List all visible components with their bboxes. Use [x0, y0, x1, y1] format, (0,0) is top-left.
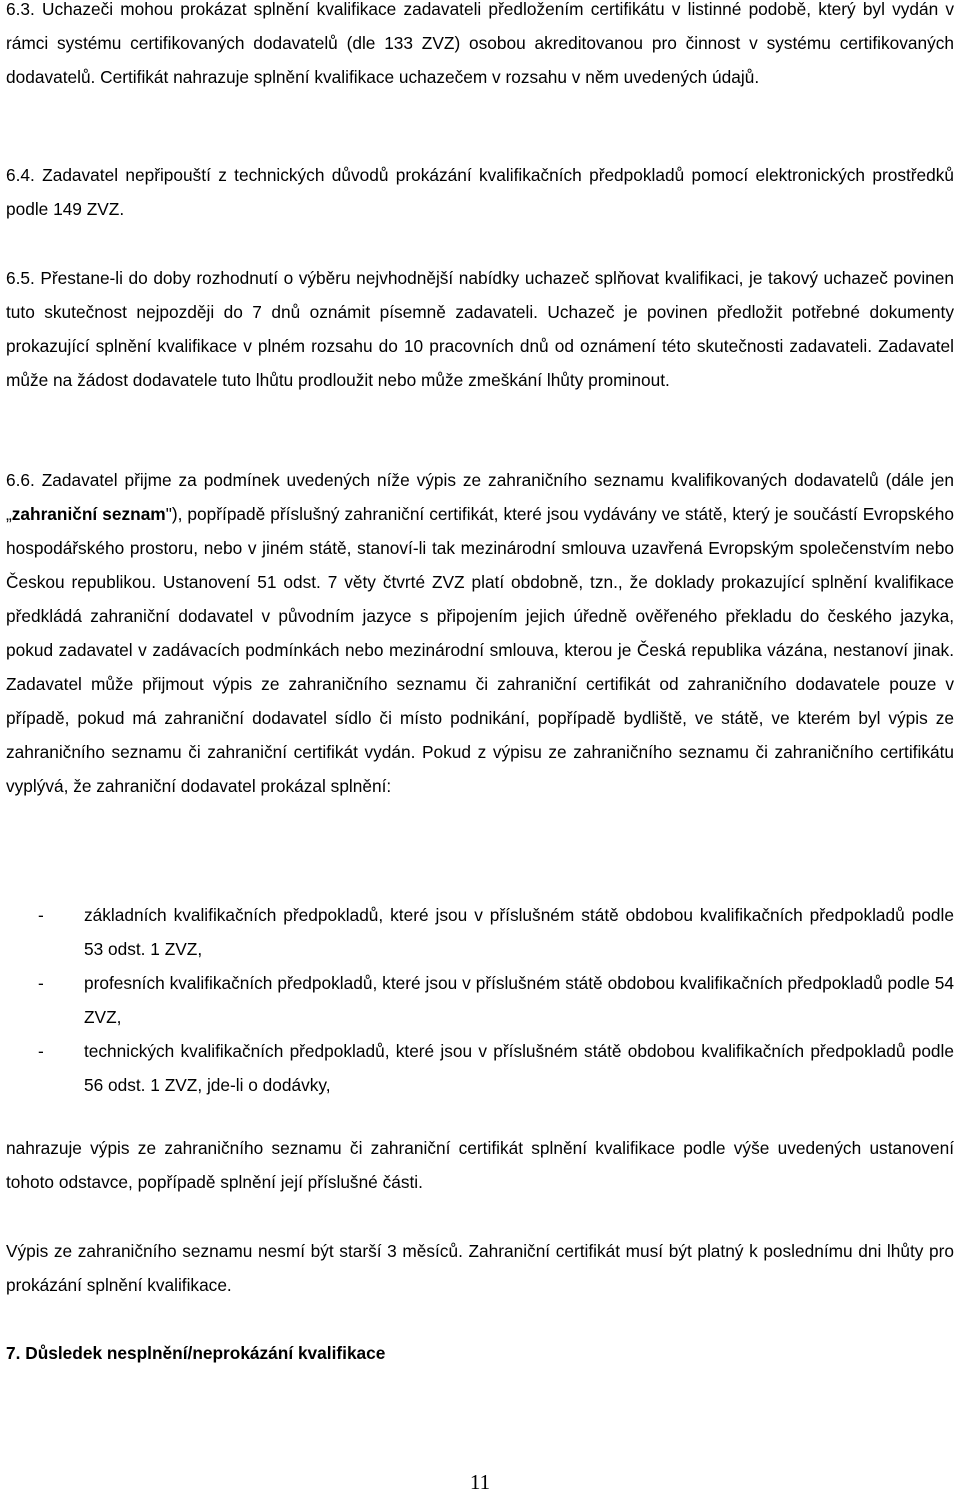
paragraph-6-6-text-b: "), popřípadě příslušný zahraniční certifikát, které jsou vydávány ve státě, který je součástí Evropského hospodářského prostoru, nebo v jiném státě, stanoví-li tak mezinárodní smlouva uzavřená Evropským společenstvím nebo Českou republikou. Ustanovení 51 odst. 7 věty čtvrté ZVZ platí obdobně, tzn., že doklady prokazující splnění kvalifikace předkládá zahraniční dodavatel v původním jazyce s připojením jejich úředně ověřeného překladu do českého jazyka, pokud zadavatel v zadávacích podmínkách nebo mezinárodní smlouva, kterou je Česká republika vázána, nestanoví jinak. Zadavatel může přijmout výpis ze zahraničního seznamu či zahraniční certifikát od zahraničního dodavatele pouze v případě, pokud má zahraniční dodavatel sídlo či místo podnikání, popřípadě bydliště, ve státě, ve kterém byl výpis ze zahraničního seznamu či zahraniční certifikát vydán. Pokud z výpisu ze zahraničního seznamu či zahraničního certifikátu vyplývá, že zahraniční dodavatel prokázal splnění: — [6, 504, 955, 796]
paragraph-6-6 — [6, 463, 954, 803]
list-dash: - — [38, 973, 44, 993]
paragraph-6-6-text-a: 6.6. Zadavatel přijme za podmínek uvedených níže výpis ze zahraničního seznamu kvalifikovaných dodavatelů (dále jen „ — [6, 470, 954, 524]
paragraph-6-6-conclusion: nahrazuje výpis ze zahraničního seznamu či zahraniční certifikát splnění kvalifikace podle výše uvedených ustanovení tohoto odstavce, popřípadě splnění její příslušné části. — [6, 1138, 954, 1192]
paragraph-6-6-validity: Výpis ze zahraničního seznamu nesmí být starší 3 měsíců. Zahraniční certifikát musí být platný k poslednímu dni lhůty pro prokázání splnění kvalifikace. — [6, 1241, 954, 1295]
list-item — [6, 966, 954, 1034]
qualification-list — [6, 898, 954, 1102]
paragraph-6-3: 6.3. Uchazeči mohou prokázat splnění kvalifikace zadavateli předložením certifikátu v listinné podobě, který byl vydán v rámci systému certifikovaných dodavatelů (dle 133 ZVZ) osobou akreditovanou pro činnost v systému certifikovaných dodavatelů. Certifikát nahrazuje splnění kvalifikace uchazečem v rozsahu v něm uvedených údajů. — [6, 0, 954, 87]
list-item-text: profesních kvalifikačních předpokladů, které jsou v příslušném státě obdobou kvalifikačních předpokladů podle 54 ZVZ, — [84, 973, 954, 1027]
paragraph-6-4: 6.4. Zadavatel nepřipouští z technických důvodů prokázání kvalifikačních předpokladů pomocí elektronických prostředků podle 149 ZVZ. — [6, 165, 954, 219]
list-item-text: technických kvalifikačních předpokladů, které jsou v příslušném státě obdobou kvalifikačních předpokladů podle 56 odst. 1 ZVZ, jde-li o dodávky, — [84, 1041, 954, 1095]
list-dash: - — [38, 905, 44, 925]
page-number: 11 — [469, 1470, 491, 1494]
paragraph-6-6-term: zahraniční seznam — [11, 504, 166, 524]
list-item — [6, 898, 954, 966]
list-item-text: základních kvalifikačních předpokladů, které jsou v příslušném státě obdobou kvalifikačních předpokladů podle 53 odst. 1 ZVZ, — [84, 905, 954, 959]
document-page — [6, 0, 954, 1496]
section-heading-7: 7. Důsledek nesplnění/neprokázání kvalifikace — [6, 1343, 386, 1363]
paragraph-6-5: 6.5. Přestane-li do doby rozhodnutí o výběru nejvhodnější nabídky uchazeč splňovat kvalifikaci, je takový uchazeč povinen tuto skutečnost nejpozději do 7 dnů oznámit písemně zadavateli. Uchazeč je povinen předložit potřebné dokumenty prokazující splnění kvalifikace v plném rozsahu do 10 pracovních dnů od oznámení této skutečnosti zadavateli. Zadavatel může na žádost dodavatele tuto lhůtu prodloužit nebo může zmeškání lhůty prominout. — [6, 268, 954, 390]
list-item — [6, 1034, 954, 1102]
list-dash: - — [38, 1041, 44, 1061]
